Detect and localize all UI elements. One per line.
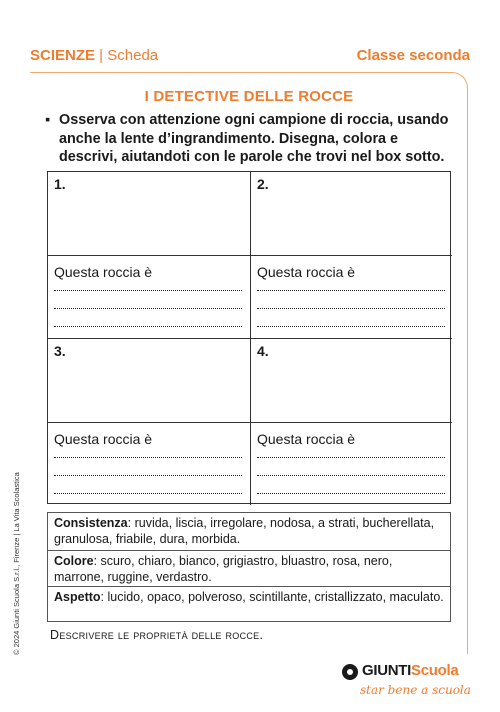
cell-number: 4. <box>257 343 269 359</box>
description-area-4 <box>251 423 452 505</box>
writing-line[interactable] <box>54 290 242 291</box>
cell-number: 3. <box>54 343 66 359</box>
sheet-type-label: Scheda <box>107 47 159 64</box>
drawing-area-4[interactable] <box>251 339 452 423</box>
header-subject <box>30 47 158 64</box>
word-box <box>47 512 451 622</box>
cell-number: 1. <box>54 176 66 192</box>
brand-part-b: Scuola <box>411 662 459 679</box>
page-title: I DETECTIVE DELLE ROCCE <box>144 88 354 105</box>
consistency-values: : ruvida, liscia, irregolare, nodosa, a strati, bucherellata, granulosa, friabile, dura, morbida. <box>54 516 435 546</box>
rock-cell-1 <box>48 172 250 338</box>
color-row <box>48 550 450 588</box>
rock-description-label: Questa roccia è <box>54 431 153 447</box>
rock-cell-3 <box>48 338 250 505</box>
header-separator: | <box>95 47 108 64</box>
writing-line[interactable] <box>257 290 445 291</box>
bullet-icon: ▪ <box>45 112 51 128</box>
consistency-key: Consistenza <box>54 516 128 530</box>
rock-description-label: Questa roccia è <box>257 264 356 280</box>
copyright-note: © 2024 Giunti Scuola S.r.l., Firenze | La Vita Scolastica <box>12 472 21 655</box>
cell-number: 2. <box>257 176 269 192</box>
drawing-area-3[interactable] <box>48 339 250 423</box>
class-level-label: Classe seconda <box>356 47 470 64</box>
instructions <box>45 111 460 167</box>
writing-line[interactable] <box>257 326 445 327</box>
rock-cell-2 <box>250 172 452 338</box>
subject-label: SCIENZE <box>30 47 96 64</box>
writing-line[interactable] <box>54 308 242 309</box>
writing-line[interactable] <box>54 493 242 494</box>
brand-part-a: GIUNTI <box>362 662 412 679</box>
writing-line[interactable] <box>257 308 445 309</box>
rock-description-label: Questa roccia è <box>54 264 153 280</box>
consistency-row <box>48 513 450 550</box>
appearance-row <box>48 586 450 609</box>
description-area-1 <box>48 256 250 338</box>
rock-description-label: Questa roccia è <box>257 431 356 447</box>
description-area-3 <box>48 423 250 505</box>
color-values: : scuro, chiaro, bianco, grigiastro, bluastro, rosa, nero, marrone, ruggine, verdastro. <box>54 554 393 584</box>
appearance-key: Aspetto <box>54 590 101 604</box>
color-key: Colore <box>54 554 94 568</box>
writing-line[interactable] <box>54 457 242 458</box>
instructions-text: Osserva con attenzione ogni campione di roccia, usando anche la lente d’ingrandimento. Disegna, colora e descrivi, aiutandoti con le parole che trovi nel box sotto. <box>59 112 449 165</box>
writing-line[interactable] <box>54 475 242 476</box>
rock-cell-4 <box>250 338 452 505</box>
drawing-area-2[interactable] <box>251 172 452 256</box>
learning-objective: Descrivere le proprietà delle rocce. <box>50 628 264 642</box>
writing-line[interactable] <box>257 475 445 476</box>
writing-line[interactable] <box>257 493 445 494</box>
rock-grid <box>47 171 451 504</box>
logo-wordmark <box>362 662 458 679</box>
description-area-2 <box>251 256 452 338</box>
writing-line[interactable] <box>257 457 445 458</box>
logo-tagline: star bene a scuola <box>360 683 471 697</box>
drawing-area-1[interactable] <box>48 172 250 256</box>
appearance-values: : lucido, opaco, polveroso, scintillante, cristallizzato, maculato. <box>100 590 444 604</box>
writing-line[interactable] <box>54 326 242 327</box>
giunti-logo-icon <box>342 664 358 680</box>
